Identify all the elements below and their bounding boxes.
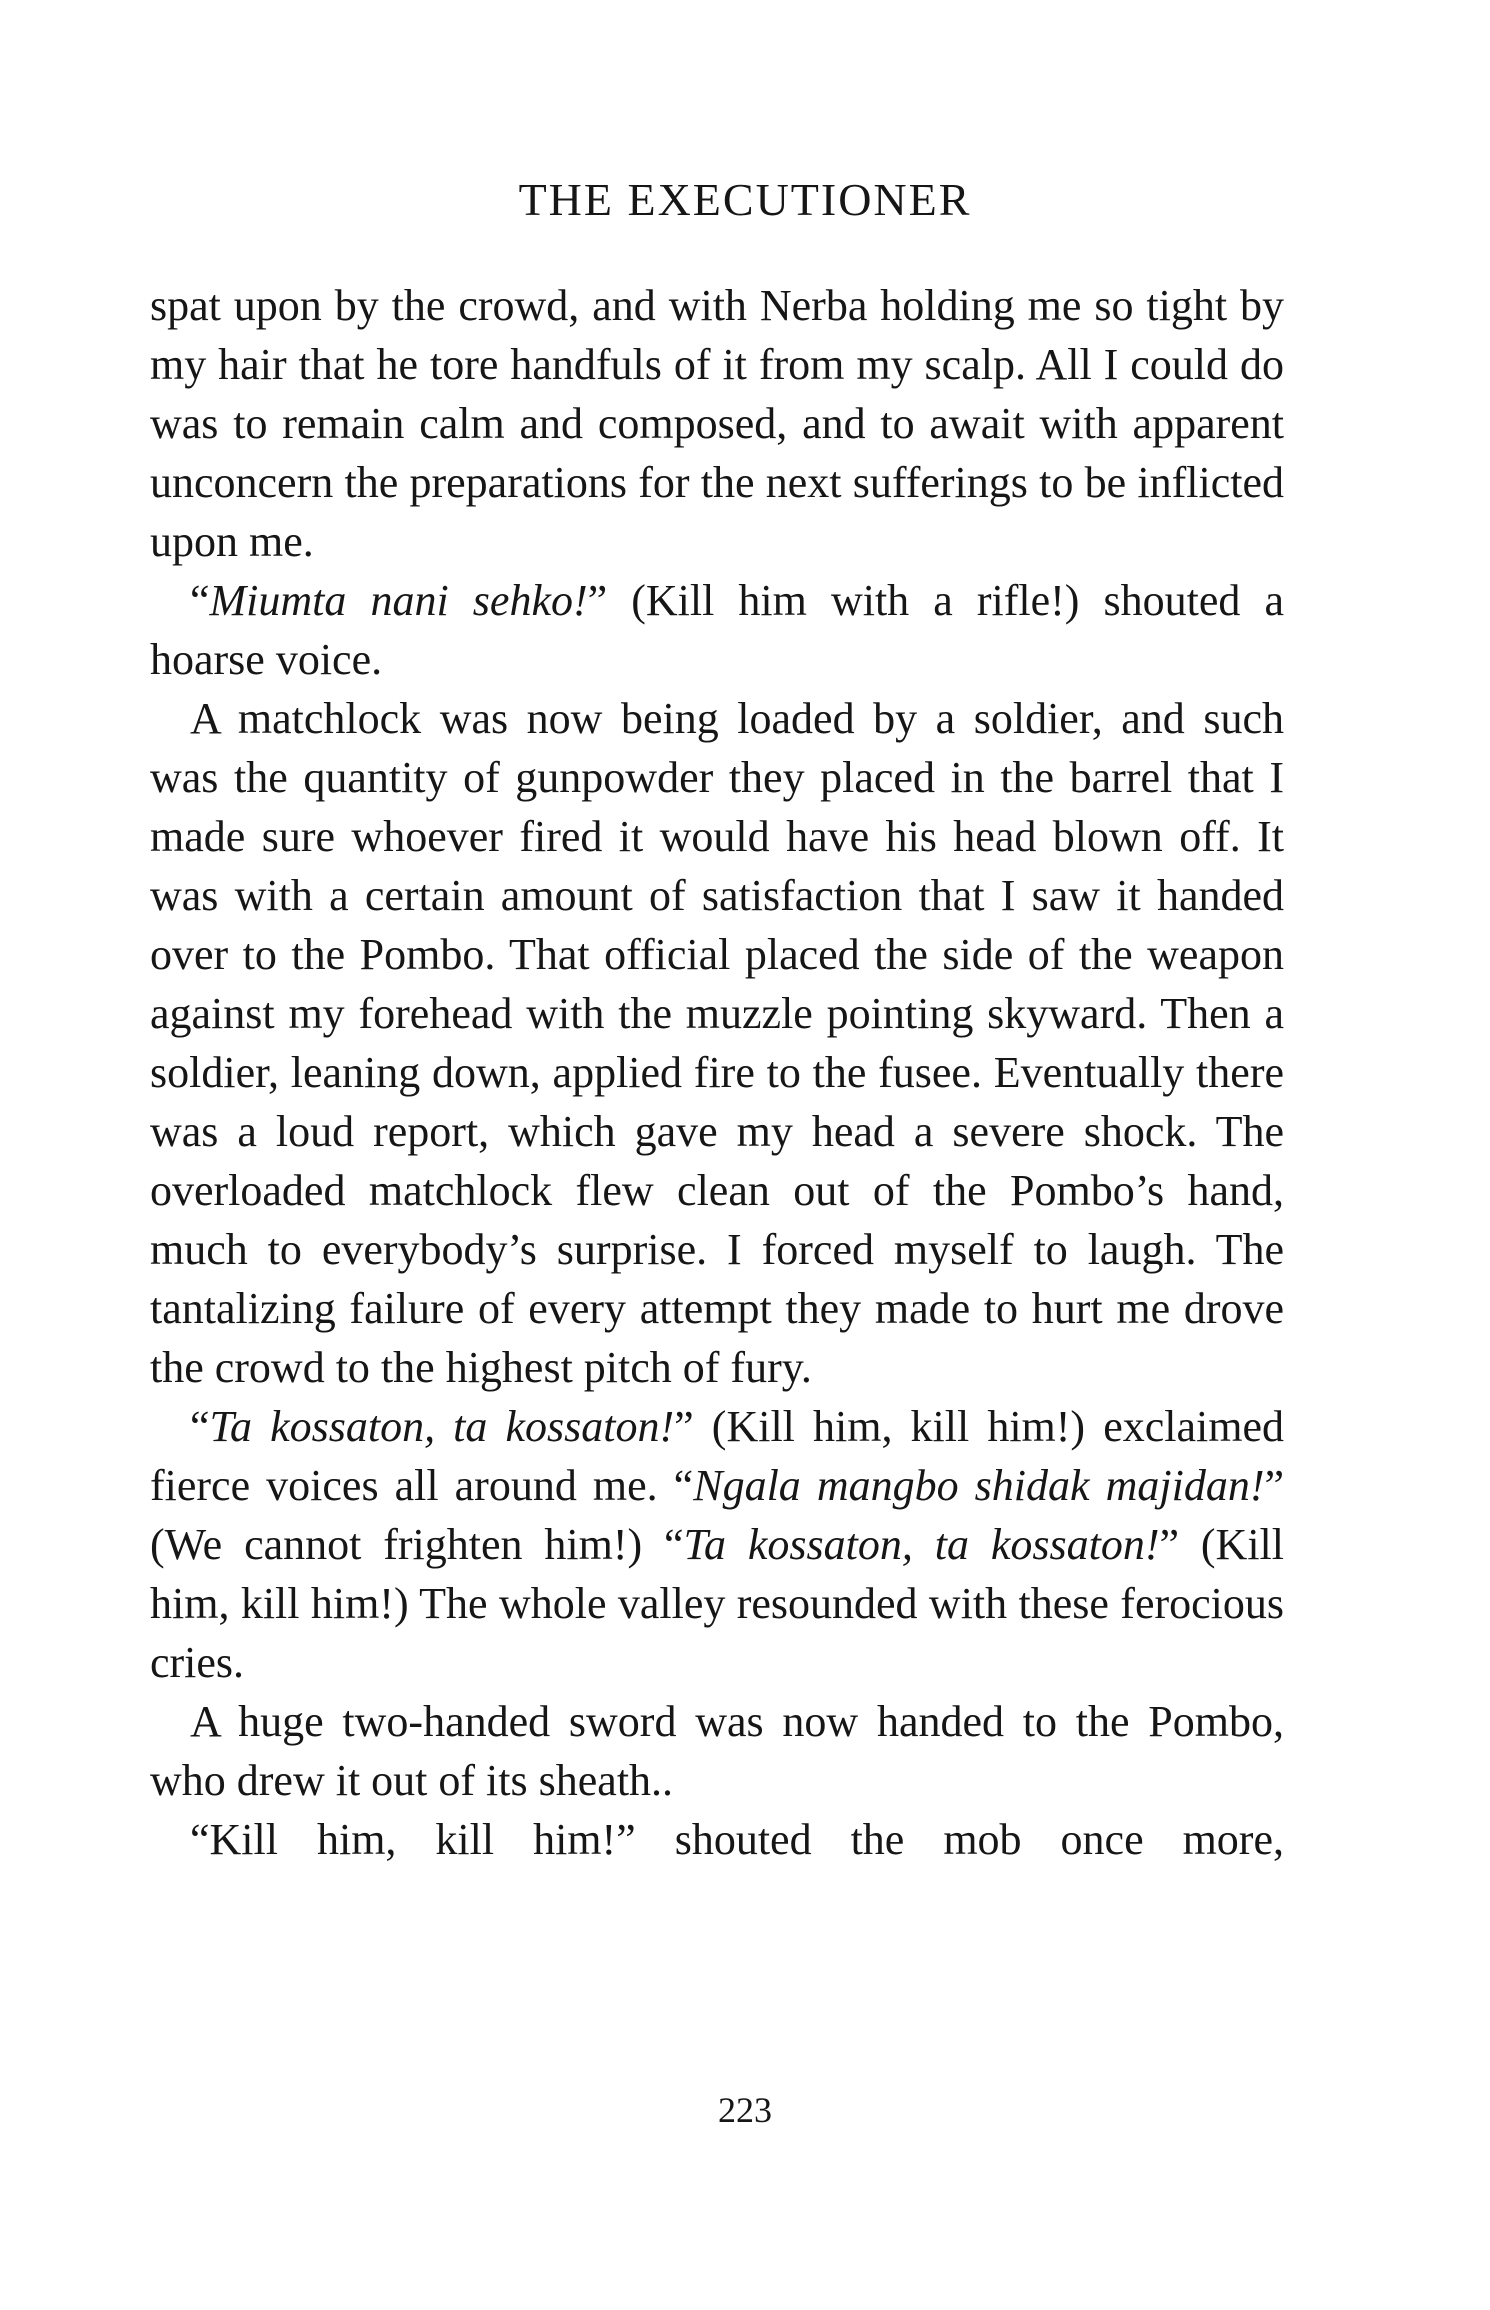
text-run: ” (Kill him with a rifle!) shouted a hoarse voice. (150, 576, 1284, 684)
paragraph (150, 1692, 1284, 1810)
foreign-phrase: Ngala mangbo shidak majidan! (693, 1461, 1265, 1510)
text-run: ” (Kill him, kill him!) exclaimed fierce voices all around me. “ (150, 1402, 1284, 1510)
paragraph (150, 1397, 1284, 1692)
text-run: ” (We cannot frighten him!) “ (150, 1461, 1284, 1569)
body-text (150, 276, 1284, 1869)
text-run: A matchlock was now being loaded by a soldier, and such was the quantity of gunpowder they placed in the barrel that I made sure whoever fired it would have his head blown off. It was with a certain amount of satisfaction that I saw it handed over to the Pombo. That official placed the side of the weapon against my forehead with the muzzle pointing skyward. Then a soldier, leaning down, applied fire to the fusee. Eventually there was a loud report, which gave my head a severe shock. The overloaded matchlock flew clean out of the Pombo’s hand, much to everybody’s surprise. I forced myself to laugh. The tantalizing failure of every attempt they made to hurt me drove the crowd to the highest pitch of fury. (150, 694, 1284, 1392)
running-head: THE EXECUTIONER (518, 174, 972, 225)
foreign-phrase: Ta kossaton, ta kossaton! (683, 1520, 1160, 1569)
text-run: “ (190, 576, 210, 625)
text-run: ” (Kill him, kill him!) The whole valley resounded with these ferocious cries. (150, 1520, 1284, 1687)
paragraph (150, 276, 1284, 571)
foreign-phrase: Ta kossaton, ta kossaton! (209, 1402, 675, 1451)
paragraph (150, 1810, 1284, 1869)
text-run: spat upon by the crowd, and with Nerba holding me so tight by my hair that he tore handfuls of it from my scalp. All I could do was to remain calm and composed, and to await with apparent unconcern the preparations for the next sufferings to be inflicted upon me. (150, 281, 1284, 566)
paragraph (150, 571, 1284, 689)
text-run: “ (190, 1402, 210, 1451)
foreign-phrase: Miumta nani sehko! (209, 576, 588, 625)
text-run: “Kill him, kill him!” shouted the mob once more, (190, 1815, 1284, 1864)
page-number: 223 (718, 2090, 772, 2130)
text-run: A huge two-handed sword was now handed to the Pombo, who drew it out of its sheath.. (150, 1697, 1284, 1805)
paragraph (150, 689, 1284, 1397)
